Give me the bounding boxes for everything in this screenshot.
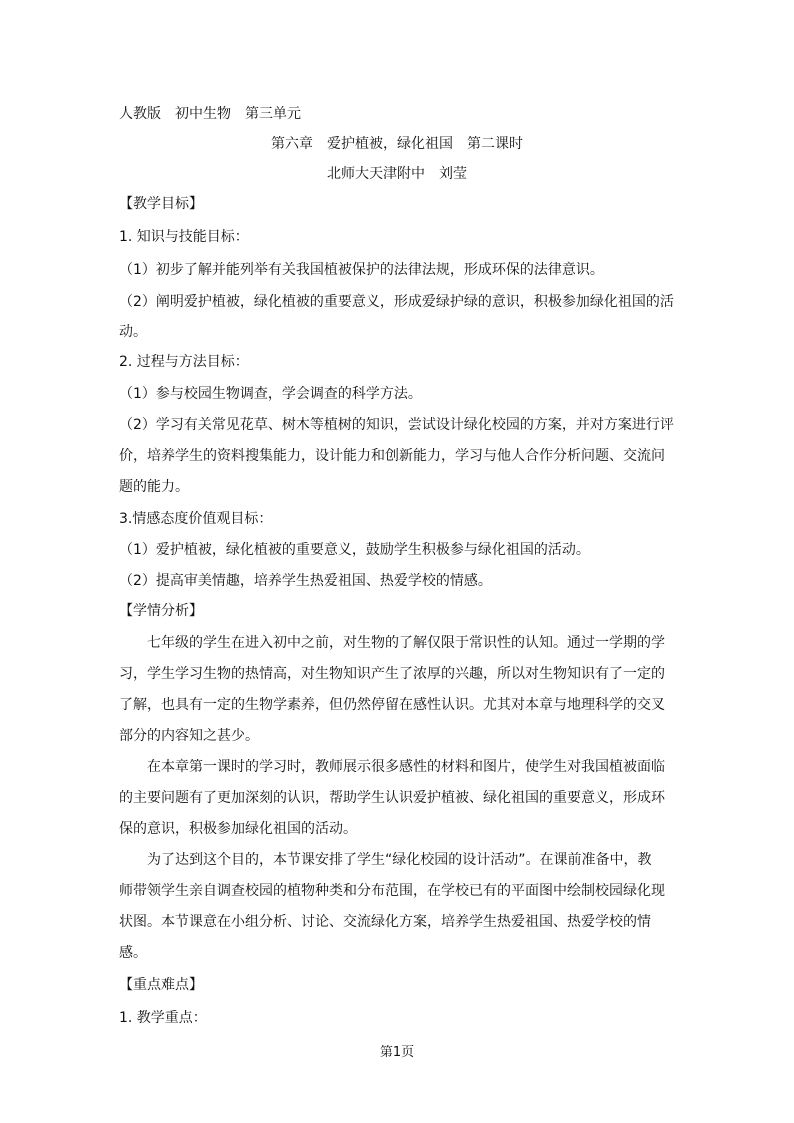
series-heading: 人教版 初中生物 第三单元: [119, 106, 301, 122]
analysis-para1-line4: 部分的内容知之甚少。: [119, 728, 259, 744]
analysis-para2-line2: 的主要问题有了更加深刻的认识，帮助学生认识爱护植被、绿化祖国的重要意义，形成环: [119, 790, 665, 806]
section-title-analysis: 【学情分析】: [119, 603, 203, 619]
subheading-knowledge: 1. 知识与技能目标：: [119, 229, 249, 245]
objective-k2-line2: 动。: [119, 324, 147, 340]
objective-p2-line1: （2）学习有关常见花草、树木等植树的知识，尝试设计绿化校园的方案，并对方案进行评: [119, 417, 674, 433]
analysis-para3-line2: 师带领学生亲自调查校园的植物种类和分布范围，在学校已有的平面图中绘制校园绿化现: [119, 883, 665, 899]
objective-e2: （2）提高审美情趣，培养学生热爱祖国、热爱学校的情感。: [119, 573, 492, 589]
subheading-process: 2. 过程与方法目标：: [119, 354, 249, 370]
analysis-para3-line3: 状图。本节课意在小组分析、讨论、交流绿化方案，培养学生热爱祖国、热爱学校的情: [119, 914, 651, 930]
subheading-emotion: 3.情感态度价值观目标：: [119, 511, 273, 527]
analysis-para1-line3: 了解，也具有一定的生物学素养，但仍然停留在感性认识。尤其对本章与地理科学的交叉: [119, 697, 665, 713]
objective-p2-line2: 价，培养学生的资料搜集能力，设计能力和创新能力，学习与他人合作分析问题、交流问: [119, 448, 665, 464]
section-title-key-points: 【重点难点】: [119, 977, 203, 993]
objective-p1: （1）参与校园生物调查，学会调查的科学方法。: [119, 386, 422, 402]
page-number: 第1页: [379, 1045, 415, 1060]
section-title-objectives: 【教学目标】: [119, 196, 203, 212]
objective-k2-line1: （2）阐明爱护植被，绿化植被的重要意义，形成爱绿护绿的意识，积极参加绿化祖国的活: [119, 294, 674, 310]
chapter-title: 第六章 爱护植被，绿化祖国 第二课时: [271, 136, 523, 152]
analysis-para3-line4: 感。: [119, 945, 147, 961]
author-line: 北师大天津附中 刘莹: [327, 166, 467, 182]
analysis-para1-line2: 习，学生学习生物的热情高，对生物知识产生了浓厚的兴趣，所以对生物知识有了一定的: [119, 666, 665, 682]
objective-p2-line3: 题的能力。: [119, 479, 189, 495]
analysis-para3-line1: 为了达到这个目的，本节课安排了学生“绿化校园的设计活动”。在课前准备中，教: [147, 852, 652, 868]
analysis-para1-line1: 七年级的学生在进入初中之前，对生物的了解仅限于常识性的认知。通过一学期的学: [147, 635, 665, 651]
objective-k1: （1）初步了解并能列举有关我国植被保护的法律法规，形成环保的法律意识。: [119, 262, 604, 278]
key-point-1: 1. 教学重点：: [119, 1010, 207, 1026]
objective-e1: （1）爱护植被，绿化植被的重要意义，鼓励学生积极参与绿化祖国的活动。: [119, 542, 590, 558]
analysis-para2-line1: 在本章第一课时的学习时，教师展示很多感性的材料和图片，使学生对我国植被面临: [147, 759, 665, 775]
analysis-para2-line3: 保的意识，积极参加绿化祖国的活动。: [119, 821, 357, 837]
